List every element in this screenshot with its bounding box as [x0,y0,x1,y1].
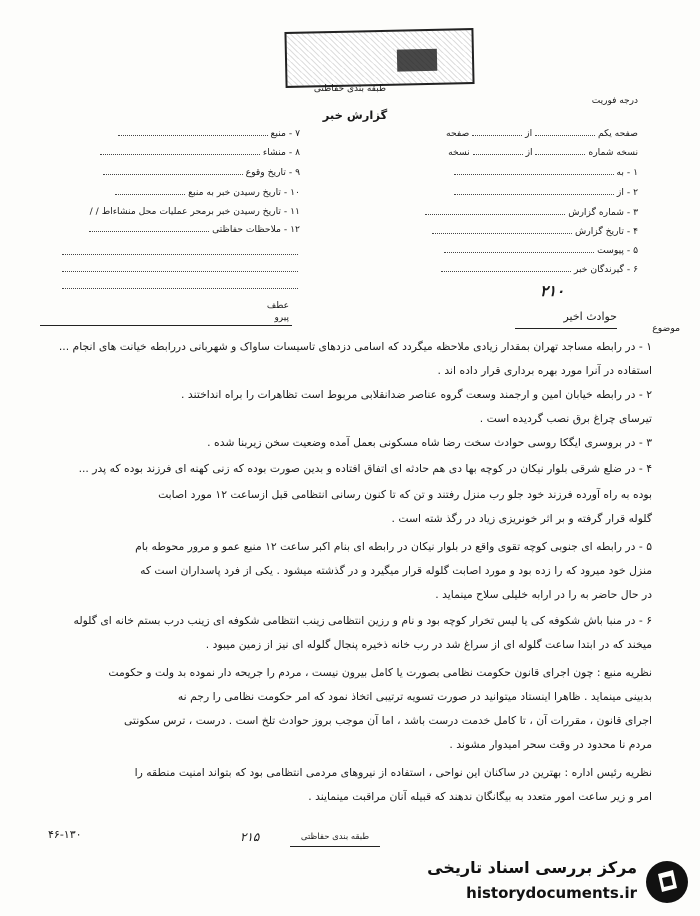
stamp-blot [397,49,437,72]
paragraph: گلوله قرار گرفته و بر اثر خونریزی زیاد در رگذ شته است . [391,512,652,525]
margin-note: عطف پیرو [266,301,289,323]
blank-line [62,288,298,289]
paragraph: تیرسای چراغ برق نصب گردیده است . [479,412,652,425]
paragraph: امر و زیر ساعت امور متعدد به بیگانگان ندهند که قبیله آنان مراقبت مینمایند . [308,790,652,803]
field-origin-label: ۸ - منشاء [262,147,300,158]
field-page [446,128,638,139]
field-to [454,167,639,178]
paragraph: ۲ - در رابطه خیابان امین و ارجمند وسعت گروه عناصر ضدانقلابی مربوط است تظاهرات را براه انداختند . [181,388,652,401]
blank-line [62,254,298,255]
top-stamp [284,28,474,88]
field-ops-received-date [50,206,300,217]
paragraph: نظریه رئیس اداره : بهترین در ساکنان این نواحی ، استفاده از نیروهای مردمی انتظامی بود که بتواند امنیت منطقه را [134,766,652,779]
field-recipients-label: ۶ - گیرندگان خبر [573,264,638,275]
paragraph: میخند که در ابتدا ساعت گلوله ای از سراغ شد در رب خانه ذخیره پنجال گلوله ای نیز از زمین میبود . [205,638,652,651]
footer-number: ۴۶-۱۳۰ [48,828,82,841]
footer-classification: طبقه بندی حفاظتی [290,832,380,847]
divider [40,325,292,326]
field-security-notes-label: ۱۲ - ملاحظات حفاظتی [212,224,300,235]
field-copy-label: نسخه شماره [588,147,638,158]
subject-value: حوادث اخیر [515,310,617,329]
field-source [60,128,300,139]
field-page-mid: از [525,128,533,139]
paragraph: ۱ - در رابطه مساجد تهران بمقدار زیادی ملاحظه میگردد که اسامی دزدهای تاسیسات ساواک و شهربانی دررابطه خیانت های انجام ... [58,340,652,353]
subject-label: موضوع [652,323,680,334]
field-attachment-label: ۵ - پیوست [597,245,638,256]
field-security-notes [60,224,300,235]
field-report-number [425,207,638,218]
archive-logo-icon [643,858,691,906]
watermark [415,850,697,914]
field-source-received-date-label: ۱۰ - تاریخ رسیدن خبر به منبع [188,187,300,198]
paragraph: بوده به راه آورده فرزند خود جلو رب منزل رفتند و تن که تا کنون رسانی انتظامی قبل ازساعت ۱۲ مورد اصابت [158,488,652,501]
paragraph: نظریه منبع : چون اجرای قانون حکومت نظامی بصورت یا کامل بیرون نیست ، مردم را جریحه دار نموده بد ولت و حکومت [108,666,652,679]
field-source-label: ۷ - منبع [270,128,300,139]
field-report-date-label: ۴ - تاریخ گزارش [575,226,638,237]
field-report-date [432,226,638,237]
urgency-label: درجه فوریت [591,96,638,106]
field-page-end: صفحه [446,128,470,139]
field-occurrence-date-label: ۹ - تاریخ وقوع [245,167,300,178]
paragraph: ۳ - در بروسری ایگکا روسی حوادث سخت رضا شاه مسکونی بعمل آمده وضعیت سخن زیربنا شده . [207,436,652,449]
paragraph: منزل خود میرود که را زده بود و مورد اصابت گلوله قرار میگیرد و در گذشته میشود . یکی از فرد پاسداران است که [140,564,652,577]
field-recipients [441,264,638,275]
header-classification: طبقه بندی حفاظتی [313,84,387,94]
field-attachment [444,245,638,256]
paragraph: در حال حاضر به را در ارابه خلیلی سلاح مینماید . [435,588,652,601]
watermark-title: مرکز بررسی اسناد تاریخی [427,858,637,877]
paragraph: ۵ - در رابطه ای جنوبی کوچه تقوی واقع در بلوار نیکان در رابطه ای بنام اکبر ساعت ۱۲ منبع عمو و مرور محوطه بام [135,540,652,553]
blank-line [62,271,298,272]
field-copy-end: نسخه [448,147,470,158]
watermark-url: historydocuments.ir [466,884,637,902]
paragraph: استفاده در آنرا مورد بهره برداری قرار داده اند . [437,364,652,377]
field-copy-mid: از [525,147,533,158]
field-report-number-label: ۳ - شماره گزارش [568,207,638,218]
field-to-label: ۱ - به [616,167,638,178]
field-from-label: ۲ - از [616,187,638,198]
paragraph: مردم نا محدود در وقت سحر امیدوار مشوند . [449,738,652,751]
field-origin [60,147,300,158]
paragraph: ۶ - در منبا باش شکوفه کی یا لیس تخرار کوچه بود و نام و رزین انتظامی زینب انتظامی شکوفه ای زینب درب بستم خانه ای گلوله [73,614,652,627]
footer-handwriting: ۲۱۵ [240,830,260,844]
paragraph: ۴ - در ضلع شرقی بلوار نیکان در کوچه بها دی هم حادثه ای اتفاق افتاده و بدین صورت بوده که زنی کهنه ای فرزند بوده که پدر ... [78,462,652,475]
paragraph: بدبینی مینماید . ظاهرا اینستاد میتوانید در صورت تسویه ترتیبی اتخاذ نمود که امر حکومت نظامی را رجم نه [177,690,652,703]
handwritten-number: ۲۱۰ [540,282,565,300]
field-occurrence-date [60,167,300,178]
field-source-received-date [60,187,300,198]
field-ops-received-date-label: ۱۱ - تاریخ رسیدن خبر برمحر عملیات محل منشاءاط / / [89,206,300,217]
field-page-label: صفحه یکم [598,128,638,139]
field-from [454,187,638,198]
field-copy [448,147,638,158]
document-title: گزارش خبر [322,108,388,122]
paragraph: اجرای قانون ، مقررات آن ، تا کامل خدمت درست باشد ، اما آن موجب بروز حوادث تلخ است . درست ، ترس سکونتی [123,714,652,727]
